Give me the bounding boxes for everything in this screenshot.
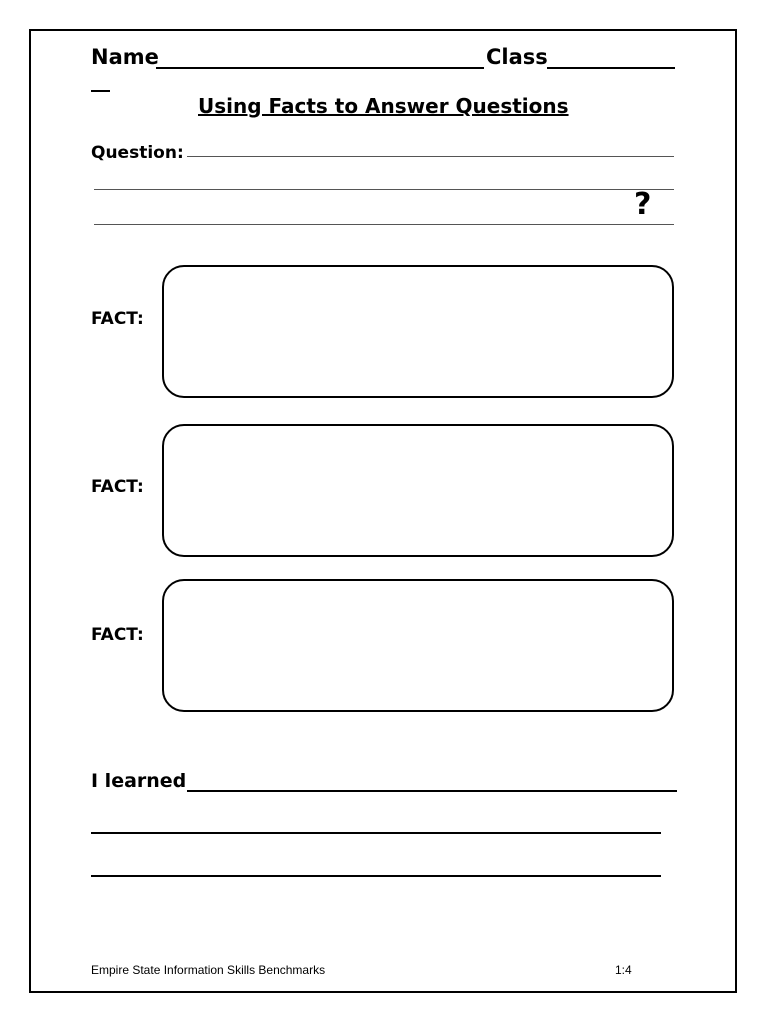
learned-line-3 <box>91 875 661 877</box>
fact-label-1: FACT: <box>91 309 144 329</box>
fact-label-2: FACT: <box>91 477 144 497</box>
worksheet-title: Using Facts to Answer Questions <box>198 94 569 118</box>
question-line-3 <box>94 224 674 225</box>
question-label: Question: <box>91 143 184 163</box>
question-line-1 <box>187 156 674 157</box>
class-label: Class <box>486 45 548 69</box>
learned-line-1 <box>187 790 677 792</box>
fact-box-2[interactable] <box>162 424 674 557</box>
fact-box-3[interactable] <box>162 579 674 712</box>
learned-label: I learned <box>91 770 187 792</box>
question-mark: ? <box>634 187 652 222</box>
name-blank-wrap <box>91 90 110 92</box>
footer-page-number: 1:4 <box>615 963 632 977</box>
learned-line-2 <box>91 832 661 834</box>
fact-label-3: FACT: <box>91 625 144 645</box>
class-blank <box>547 67 675 69</box>
name-label: Name <box>91 45 159 69</box>
name-blank <box>156 67 484 69</box>
footer-source: Empire State Information Skills Benchmarks <box>91 963 326 977</box>
question-line-2 <box>94 189 674 190</box>
fact-box-1[interactable] <box>162 265 674 398</box>
